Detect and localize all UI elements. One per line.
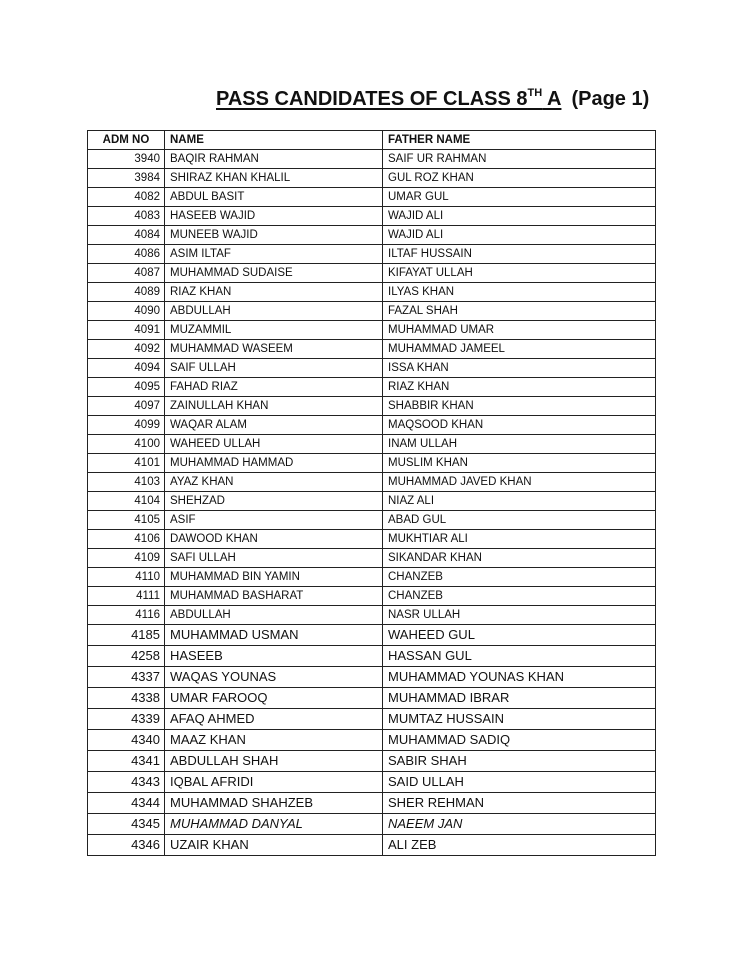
header-name: NAME [165, 131, 383, 150]
name-cell: MUHAMMAD HAMMAD [165, 454, 383, 473]
name-cell: MUHAMMAD SUDAISE [165, 264, 383, 283]
name-cell: MUHAMMAD SHAHZEB [165, 793, 383, 814]
name-cell: SHIRAZ KHAN KHALIL [165, 169, 383, 188]
father-name-cell: GUL ROZ KHAN [383, 169, 656, 188]
father-name-cell: NIAZ ALI [383, 492, 656, 511]
father-name-cell: MUHAMMAD UMAR [383, 321, 656, 340]
father-name-cell: SHABBIR KHAN [383, 397, 656, 416]
father-name-cell: WAJID ALI [383, 207, 656, 226]
adm-no-cell: 4101 [88, 454, 165, 473]
father-name-cell: MAQSOOD KHAN [383, 416, 656, 435]
father-name-cell: SIKANDAR KHAN [383, 549, 656, 568]
table-row [88, 772, 656, 793]
table-row [88, 709, 656, 730]
adm-no-cell: 4083 [88, 207, 165, 226]
table-row [88, 207, 656, 226]
table-row [88, 568, 656, 587]
name-cell: ABDULLAH [165, 302, 383, 321]
adm-no-cell: 4092 [88, 340, 165, 359]
table-row [88, 814, 656, 835]
father-name-cell: ALI ZEB [383, 835, 656, 856]
adm-no-cell: 3984 [88, 169, 165, 188]
name-cell: AYAZ KHAN [165, 473, 383, 492]
name-cell: ABDULLAH SHAH [165, 751, 383, 772]
table-row [88, 492, 656, 511]
name-cell: SAFI ULLAH [165, 549, 383, 568]
title-superscript: TH [527, 87, 543, 99]
father-name-cell: FAZAL SHAH [383, 302, 656, 321]
title-suffix: A [542, 88, 562, 110]
table-row [88, 625, 656, 646]
table-row [88, 150, 656, 169]
adm-no-cell: 4103 [88, 473, 165, 492]
adm-no-cell: 4105 [88, 511, 165, 530]
table-header-row [88, 131, 656, 150]
table-row [88, 751, 656, 772]
table-row [88, 226, 656, 245]
table-row [88, 435, 656, 454]
father-name-cell: HASSAN GUL [383, 646, 656, 667]
table-row [88, 646, 656, 667]
table-row [88, 530, 656, 549]
adm-no-cell: 4339 [88, 709, 165, 730]
table-row [88, 188, 656, 207]
name-cell: SAIF ULLAH [165, 359, 383, 378]
table-row [88, 730, 656, 751]
father-name-cell: MUHAMMAD JAMEEL [383, 340, 656, 359]
table-row [88, 473, 656, 492]
adm-no-cell: 4086 [88, 245, 165, 264]
father-name-cell: MUMTAZ HUSSAIN [383, 709, 656, 730]
name-cell: HASEEB WAJID [165, 207, 383, 226]
father-name-cell: SAIF UR RAHMAN [383, 150, 656, 169]
table-row [88, 245, 656, 264]
name-cell: MUNEEB WAJID [165, 226, 383, 245]
name-cell: ABDUL BASIT [165, 188, 383, 207]
adm-no-cell: 4100 [88, 435, 165, 454]
adm-no-cell: 4087 [88, 264, 165, 283]
adm-no-cell: 4341 [88, 751, 165, 772]
name-cell: RIAZ KHAN [165, 283, 383, 302]
name-cell: MUHAMMAD DANYAL [165, 814, 383, 835]
name-cell: MUZAMMIL [165, 321, 383, 340]
table-row [88, 397, 656, 416]
father-name-cell: ILYAS KHAN [383, 283, 656, 302]
name-cell: MUHAMMAD BIN YAMIN [165, 568, 383, 587]
name-cell: HASEEB [165, 646, 383, 667]
table-row [88, 606, 656, 625]
father-name-cell: NASR ULLAH [383, 606, 656, 625]
table-row [88, 283, 656, 302]
adm-no-cell: 4185 [88, 625, 165, 646]
name-cell: UMAR FAROOQ [165, 688, 383, 709]
page-title [216, 87, 650, 117]
header-adm-no: ADM NO [88, 131, 165, 150]
adm-no-cell: 4346 [88, 835, 165, 856]
name-cell: MUHAMMAD WASEEM [165, 340, 383, 359]
adm-no-cell: 4095 [88, 378, 165, 397]
table-row [88, 340, 656, 359]
name-cell: ABDULLAH [165, 606, 383, 625]
father-name-cell: MUSLIM KHAN [383, 454, 656, 473]
name-cell: AFAQ AHMED [165, 709, 383, 730]
table-row [88, 264, 656, 283]
table-row [88, 416, 656, 435]
adm-no-cell: 4340 [88, 730, 165, 751]
name-cell: ASIM ILTAF [165, 245, 383, 264]
table-row [88, 321, 656, 340]
table-row [88, 587, 656, 606]
name-cell: WAHEED ULLAH [165, 435, 383, 454]
adm-no-cell: 4344 [88, 793, 165, 814]
father-name-cell: RIAZ KHAN [383, 378, 656, 397]
table-row [88, 359, 656, 378]
name-cell: WAQAR ALAM [165, 416, 383, 435]
father-name-cell: MUHAMMAD YOUNAS KHAN [383, 667, 656, 688]
name-cell: BAQIR RAHMAN [165, 150, 383, 169]
father-name-cell: MUHAMMAD IBRAR [383, 688, 656, 709]
adm-no-cell: 4111 [88, 587, 165, 606]
name-cell: ZAINULLAH KHAN [165, 397, 383, 416]
adm-no-cell: 4091 [88, 321, 165, 340]
adm-no-cell: 4116 [88, 606, 165, 625]
father-name-cell: WAHEED GUL [383, 625, 656, 646]
adm-no-cell: 4097 [88, 397, 165, 416]
adm-no-cell: 4258 [88, 646, 165, 667]
table-row [88, 667, 656, 688]
name-cell: WAQAS YOUNAS [165, 667, 383, 688]
table-row [88, 688, 656, 709]
adm-no-cell: 4094 [88, 359, 165, 378]
father-name-cell: INAM ULLAH [383, 435, 656, 454]
adm-no-cell: 3940 [88, 150, 165, 169]
father-name-cell: WAJID ALI [383, 226, 656, 245]
adm-no-cell: 4343 [88, 772, 165, 793]
adm-no-cell: 4337 [88, 667, 165, 688]
father-name-cell: MUKHTIAR ALI [383, 530, 656, 549]
father-name-cell: CHANZEB [383, 587, 656, 606]
adm-no-cell: 4109 [88, 549, 165, 568]
table-body [88, 150, 656, 856]
adm-no-cell: 4099 [88, 416, 165, 435]
father-name-cell: UMAR GUL [383, 188, 656, 207]
adm-no-cell: 4090 [88, 302, 165, 321]
father-name-cell: SAID ULLAH [383, 772, 656, 793]
father-name-cell: MUHAMMAD JAVED KHAN [383, 473, 656, 492]
adm-no-cell: 4104 [88, 492, 165, 511]
father-name-cell: ABAD GUL [383, 511, 656, 530]
header-father-name: FATHER NAME [383, 131, 656, 150]
father-name-cell: SABIR SHAH [383, 751, 656, 772]
adm-no-cell: 4345 [88, 814, 165, 835]
title-underlined [216, 88, 561, 110]
table-row [88, 835, 656, 856]
adm-no-cell: 4089 [88, 283, 165, 302]
adm-no-cell: 4082 [88, 188, 165, 207]
adm-no-cell: 4106 [88, 530, 165, 549]
title-prefix: PASS CANDIDATES OF CLASS 8 [216, 88, 528, 110]
table-row [88, 793, 656, 814]
name-cell: DAWOOD KHAN [165, 530, 383, 549]
name-cell: ASIF [165, 511, 383, 530]
candidates-table [87, 130, 656, 856]
father-name-cell: ISSA KHAN [383, 359, 656, 378]
name-cell: MUHAMMAD USMAN [165, 625, 383, 646]
table-row [88, 511, 656, 530]
father-name-cell: SHER REHMAN [383, 793, 656, 814]
table-row [88, 378, 656, 397]
father-name-cell: MUHAMMAD SADIQ [383, 730, 656, 751]
father-name-cell: NAEEM JAN [383, 814, 656, 835]
name-cell: SHEHZAD [165, 492, 383, 511]
father-name-cell: CHANZEB [383, 568, 656, 587]
title-page: (Page 1) [571, 88, 650, 110]
father-name-cell: ILTAF HUSSAIN [383, 245, 656, 264]
table-row [88, 302, 656, 321]
father-name-cell: KIFAYAT ULLAH [383, 264, 656, 283]
name-cell: MUHAMMAD BASHARAT [165, 587, 383, 606]
table-row [88, 454, 656, 473]
name-cell: UZAIR KHAN [165, 835, 383, 856]
name-cell: MAAZ KHAN [165, 730, 383, 751]
adm-no-cell: 4110 [88, 568, 165, 587]
table-row [88, 169, 656, 188]
table-row [88, 549, 656, 568]
adm-no-cell: 4338 [88, 688, 165, 709]
adm-no-cell: 4084 [88, 226, 165, 245]
name-cell: IQBAL AFRIDI [165, 772, 383, 793]
name-cell: FAHAD RIAZ [165, 378, 383, 397]
